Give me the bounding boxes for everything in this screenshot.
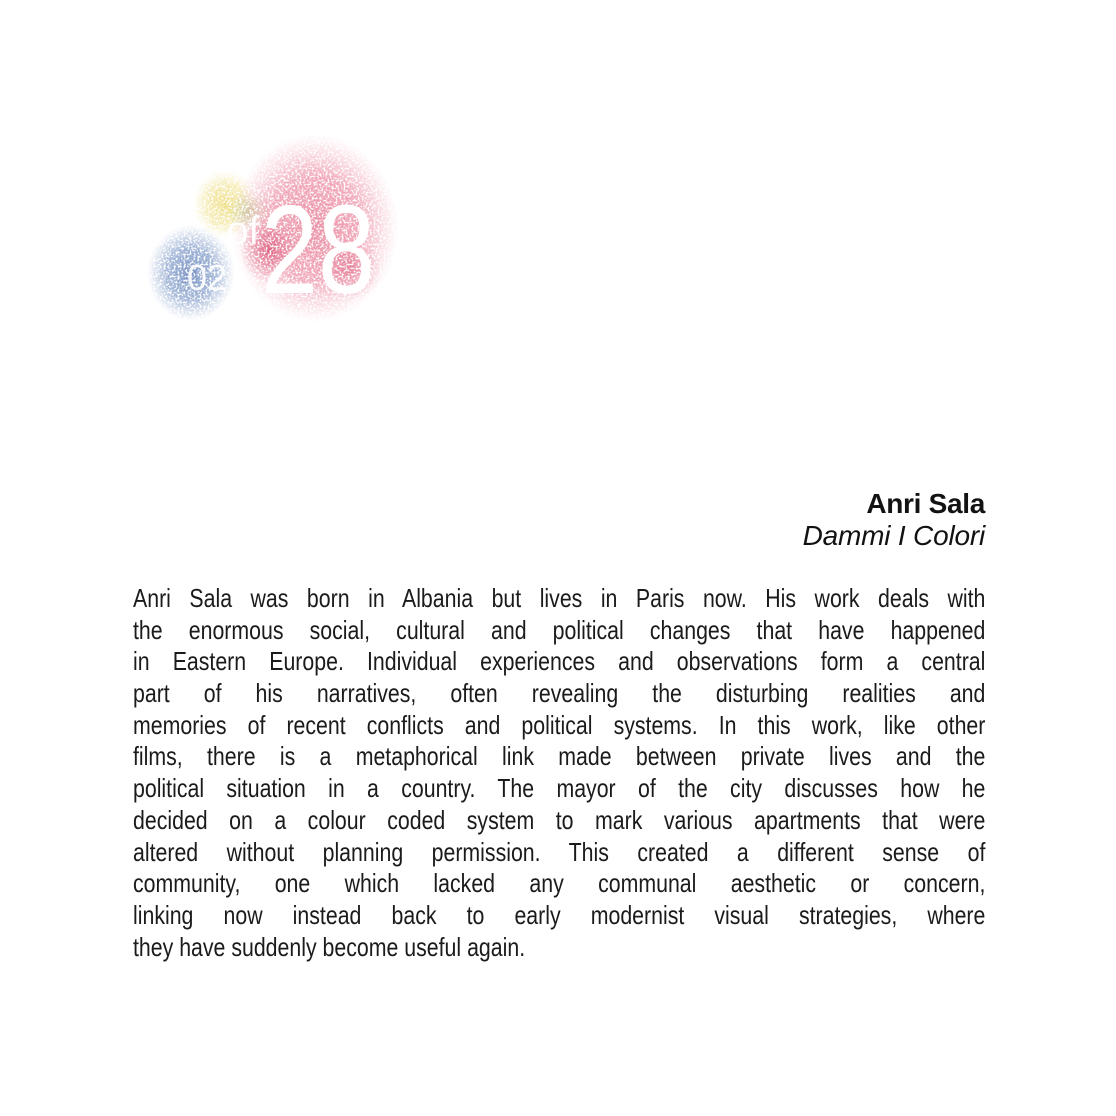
article-line: films, there is a metaphorical link made between private lives and the <box>133 741 986 772</box>
article-line: in Eastern Europe. Individual experiences and observations form a central <box>133 646 986 677</box>
article-line: decided on a colour coded system to mark various apartments that were <box>133 804 986 835</box>
article-line: community, one which lacked any communal aesthetic or concern, <box>133 868 986 899</box>
page-counter-graphic <box>140 128 410 328</box>
title-block <box>803 488 985 552</box>
article-line: political situation in a country. The mayor of the city discusses how he <box>133 773 986 804</box>
article-line: altered without planning permission. This created a different sense of <box>133 836 986 867</box>
page-counter-separator: of <box>226 209 260 253</box>
article-line: Anri Sala was born in Albania but lives in Paris now. His work deals with <box>133 583 986 613</box>
article-line-last: they have suddenly become useful again. <box>133 931 526 962</box>
article-line: part of his narratives, often revealing the disturbing realities and <box>133 678 986 709</box>
page-counter-current: 02 <box>186 257 228 298</box>
artist-name: Anri Sala <box>866 488 985 519</box>
article-line: the enormous social, cultural and political changes that have happened <box>133 614 986 645</box>
article-line: linking now instead back to early modernist visual strategies, where <box>133 899 986 930</box>
page-counter-total: 28 <box>261 179 375 320</box>
article-line: memories of recent conflicts and political systems. In this work, like other <box>133 709 986 740</box>
work-title: Dammi I Colori <box>802 520 985 551</box>
article-body <box>133 583 985 963</box>
